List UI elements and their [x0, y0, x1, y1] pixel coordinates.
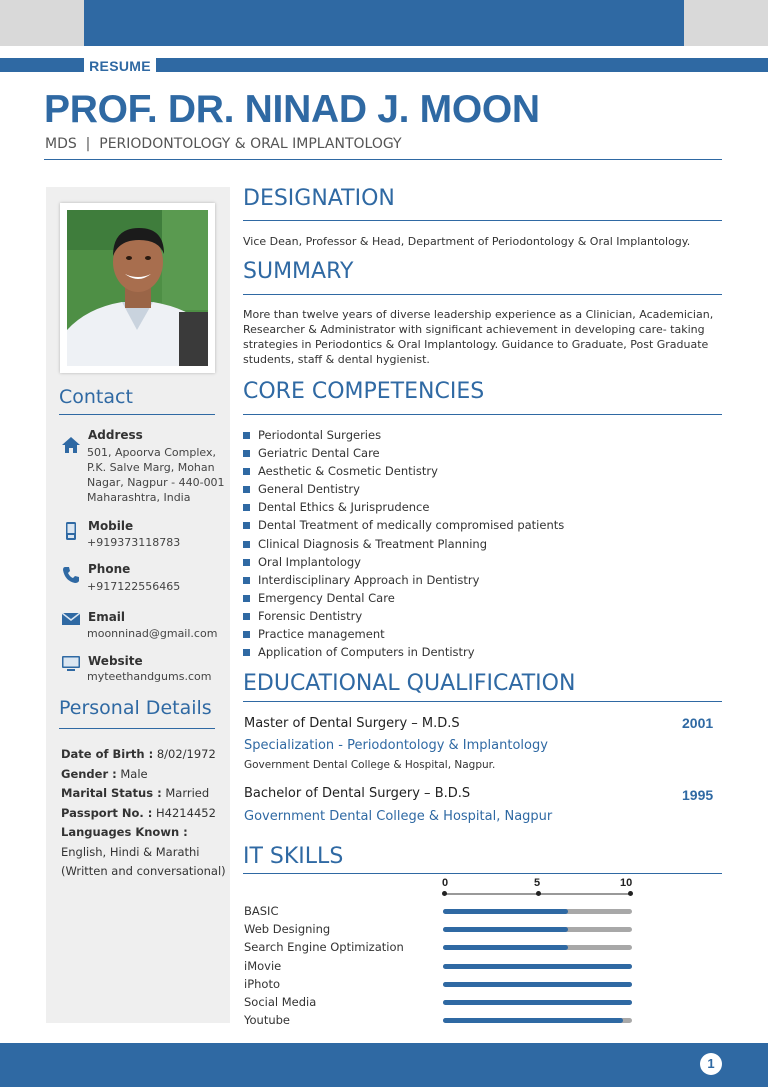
- personal-details-list: [61, 745, 231, 882]
- education-divider: [243, 701, 722, 702]
- summary-text: More than twelve years of diverse leadership experience as a Clinician, Academician, Researcher & Administrator with significant achievement in developing care- taking strategies in Periodontics & Oral Implantology. Guidance to Graduate, Post Graduate students, staff & dental hygienist.: [243, 308, 714, 366]
- header-divider: [44, 159, 722, 160]
- square-bullet-icon: [243, 649, 250, 656]
- phone-label: Phone: [88, 562, 131, 576]
- languages-label: Languages Known :: [61, 825, 188, 839]
- resume-tag: RESUME: [84, 56, 156, 74]
- home-icon: [61, 435, 81, 455]
- dob-label: Date of Birth :: [61, 747, 154, 761]
- competency-label: Aesthetic & Cosmetic Dentistry: [258, 464, 438, 479]
- profile-photo-frame: [60, 203, 215, 373]
- profile-photo: [67, 210, 208, 366]
- skill-bar-track: [443, 982, 632, 987]
- competency-label: Practice management: [258, 627, 385, 642]
- skill-bar-fill: [443, 1000, 632, 1005]
- candidate-subtitle: MDS | PERIODONTOLOGY & ORAL IMPLANTOLOGY: [45, 136, 402, 152]
- competency-item: [243, 609, 564, 627]
- skill-bar-track: [443, 964, 632, 969]
- square-bullet-icon: [243, 613, 250, 620]
- skill-bar-track: [443, 909, 632, 914]
- address-label: Address: [88, 428, 143, 442]
- candidate-name: PROF. DR. NINAD J. MOON: [44, 88, 540, 131]
- personal-details-heading: Personal Details: [59, 697, 212, 719]
- it-skills-divider: [243, 873, 722, 874]
- skill-bar-track: [443, 1000, 632, 1005]
- address-line-2: P.K. Salve Marg, Mohan: [87, 461, 215, 474]
- scale-label-5: 5: [534, 877, 541, 889]
- competency-label: Oral Implantology: [258, 554, 361, 569]
- dob-row: [61, 745, 231, 765]
- website-value[interactable]: myteethandgums.com: [87, 670, 212, 683]
- competency-label: Dental Ethics & Jurisprudence: [258, 500, 430, 515]
- website-label: Website: [88, 654, 143, 668]
- competency-item: [243, 428, 564, 446]
- mds-specialization: Specialization - Periodontology & Implantology: [244, 738, 548, 753]
- skill-bar-fill: [443, 982, 632, 987]
- square-bullet-icon: [243, 450, 250, 457]
- square-bullet-icon: [243, 559, 250, 566]
- skill-bar-track: [443, 945, 632, 950]
- competency-label: Clinical Diagnosis & Treatment Planning: [258, 536, 488, 551]
- competency-label: Dental Treatment of medically compromised patients: [258, 518, 565, 533]
- languages-row: [61, 823, 231, 882]
- header-gray-block-left: [0, 0, 84, 46]
- scale-label-0: 0: [442, 877, 449, 889]
- competency-label: General Dentistry: [258, 482, 360, 497]
- square-bullet-icon: [243, 486, 250, 493]
- competency-label: Forensic Dentistry: [258, 608, 363, 623]
- square-bullet-icon: [243, 595, 250, 602]
- competencies-list: [243, 428, 564, 663]
- skill-bar-fill: [443, 909, 568, 914]
- square-bullet-icon: [243, 432, 250, 439]
- mobile-value[interactable]: +919373118783: [87, 536, 181, 549]
- address-line-3: Nagar, Nagpur - 440-001: [87, 476, 225, 489]
- skill-label: Web Designing: [244, 922, 331, 937]
- scale-tick-10: [628, 891, 633, 896]
- skill-bar-track: [443, 1018, 632, 1023]
- phone-handset-icon: [61, 565, 81, 585]
- competency-label: Application of Computers in Dentistry: [258, 645, 475, 660]
- scale-tick-0: [442, 891, 447, 896]
- contact-divider: [59, 414, 215, 415]
- competency-item: [243, 537, 564, 555]
- mds-degree: Master of Dental Surgery – M.D.S: [244, 716, 460, 731]
- personal-details-divider: [59, 728, 215, 729]
- gender-row: [61, 765, 231, 785]
- monitor-icon: [61, 653, 81, 673]
- skill-label: iPhoto: [244, 976, 280, 991]
- dob-value: 8/02/1972: [153, 747, 216, 761]
- passport-label: Passport No. :: [61, 805, 153, 820]
- scale-tick-5: [536, 891, 541, 896]
- square-bullet-icon: [243, 468, 250, 475]
- it-skills-heading: IT SKILLS: [243, 844, 344, 869]
- mds-year: 2001: [682, 715, 714, 731]
- mobile-phone-icon: [61, 521, 81, 541]
- competencies-heading: CORE COMPETENCIES: [243, 379, 485, 404]
- marital-value: Married: [161, 786, 210, 800]
- competency-label: Geriatric Dental Care: [258, 446, 380, 461]
- education-heading: EDUCATIONAL QUALIFICATION: [243, 671, 576, 696]
- competency-label: Periodontal Surgeries: [258, 428, 382, 442]
- square-bullet-icon: [243, 541, 250, 548]
- square-bullet-icon: [243, 504, 250, 511]
- email-label: Email: [88, 610, 126, 624]
- header-gray-block-right: [684, 0, 768, 46]
- header-blue-block: [84, 0, 684, 46]
- competency-item: [243, 627, 564, 645]
- designation-divider: [243, 220, 722, 221]
- marital-row: [61, 784, 231, 804]
- competency-label: Interdisciplinary Approach in Dentistry: [258, 572, 480, 587]
- square-bullet-icon: [243, 522, 250, 529]
- email-value[interactable]: moonninad@gmail.com: [87, 627, 218, 640]
- designation-heading: DESIGNATION: [243, 186, 395, 211]
- gender-label: Gender :: [61, 766, 117, 781]
- skill-bar-track: [443, 927, 632, 932]
- bds-year: 1995: [682, 787, 714, 803]
- bds-institution: Government Dental College & Hospital, Nagpur: [244, 809, 553, 824]
- competency-item: [243, 446, 564, 464]
- summary-heading: SUMMARY: [243, 259, 354, 284]
- gender-value: Male: [116, 766, 148, 781]
- competency-item: [243, 591, 564, 609]
- skill-label: iMovie: [244, 958, 282, 973]
- passport-row: [61, 804, 231, 824]
- competency-item: [243, 500, 564, 518]
- skill-label: Social Media: [244, 995, 317, 1009]
- contact-heading: Contact: [59, 386, 133, 408]
- competency-item: [243, 482, 564, 500]
- envelope-icon: [61, 609, 81, 629]
- skill-label: BASIC: [244, 904, 279, 918]
- competencies-divider: [243, 414, 722, 415]
- address-line-1: 501, Apoorva Complex,: [87, 446, 216, 459]
- scale-label-10: 10: [620, 877, 633, 889]
- competency-label: Emergency Dental Care: [258, 590, 395, 605]
- mds-institution: Government Dental College & Hospital, Nagpur.: [244, 759, 496, 771]
- skill-label: Search Engine Optimization: [244, 940, 404, 955]
- square-bullet-icon: [243, 577, 250, 584]
- footer-bar: [0, 1043, 768, 1087]
- competency-item: [243, 464, 564, 482]
- languages-value: English, Hindi & Marathi (Written and conversational): [61, 844, 226, 878]
- address-line-4: Maharashtra, India: [87, 491, 191, 504]
- bds-degree: Bachelor of Dental Surgery – B.D.S: [244, 786, 471, 801]
- phone-value[interactable]: +917122556465: [87, 580, 181, 593]
- page-number: 1: [700, 1053, 722, 1075]
- skill-bar-fill: [443, 964, 632, 969]
- summary-divider: [243, 294, 722, 295]
- competency-item: [243, 645, 564, 663]
- skill-bar-fill: [443, 927, 568, 932]
- competency-item: [243, 518, 564, 536]
- skill-bar-fill: [443, 1018, 623, 1023]
- designation-text: Vice Dean, Professor & Head, Department of Periodontology & Oral Implantology.: [243, 235, 691, 248]
- competency-item: [243, 573, 564, 591]
- square-bullet-icon: [243, 631, 250, 638]
- mobile-label: Mobile: [88, 519, 134, 533]
- passport-value: H4214452: [152, 805, 216, 820]
- skill-bar-fill: [443, 945, 568, 950]
- competency-item: [243, 555, 564, 573]
- skill-label: Youtube: [244, 1013, 290, 1028]
- marital-label: Marital Status :: [61, 786, 162, 800]
